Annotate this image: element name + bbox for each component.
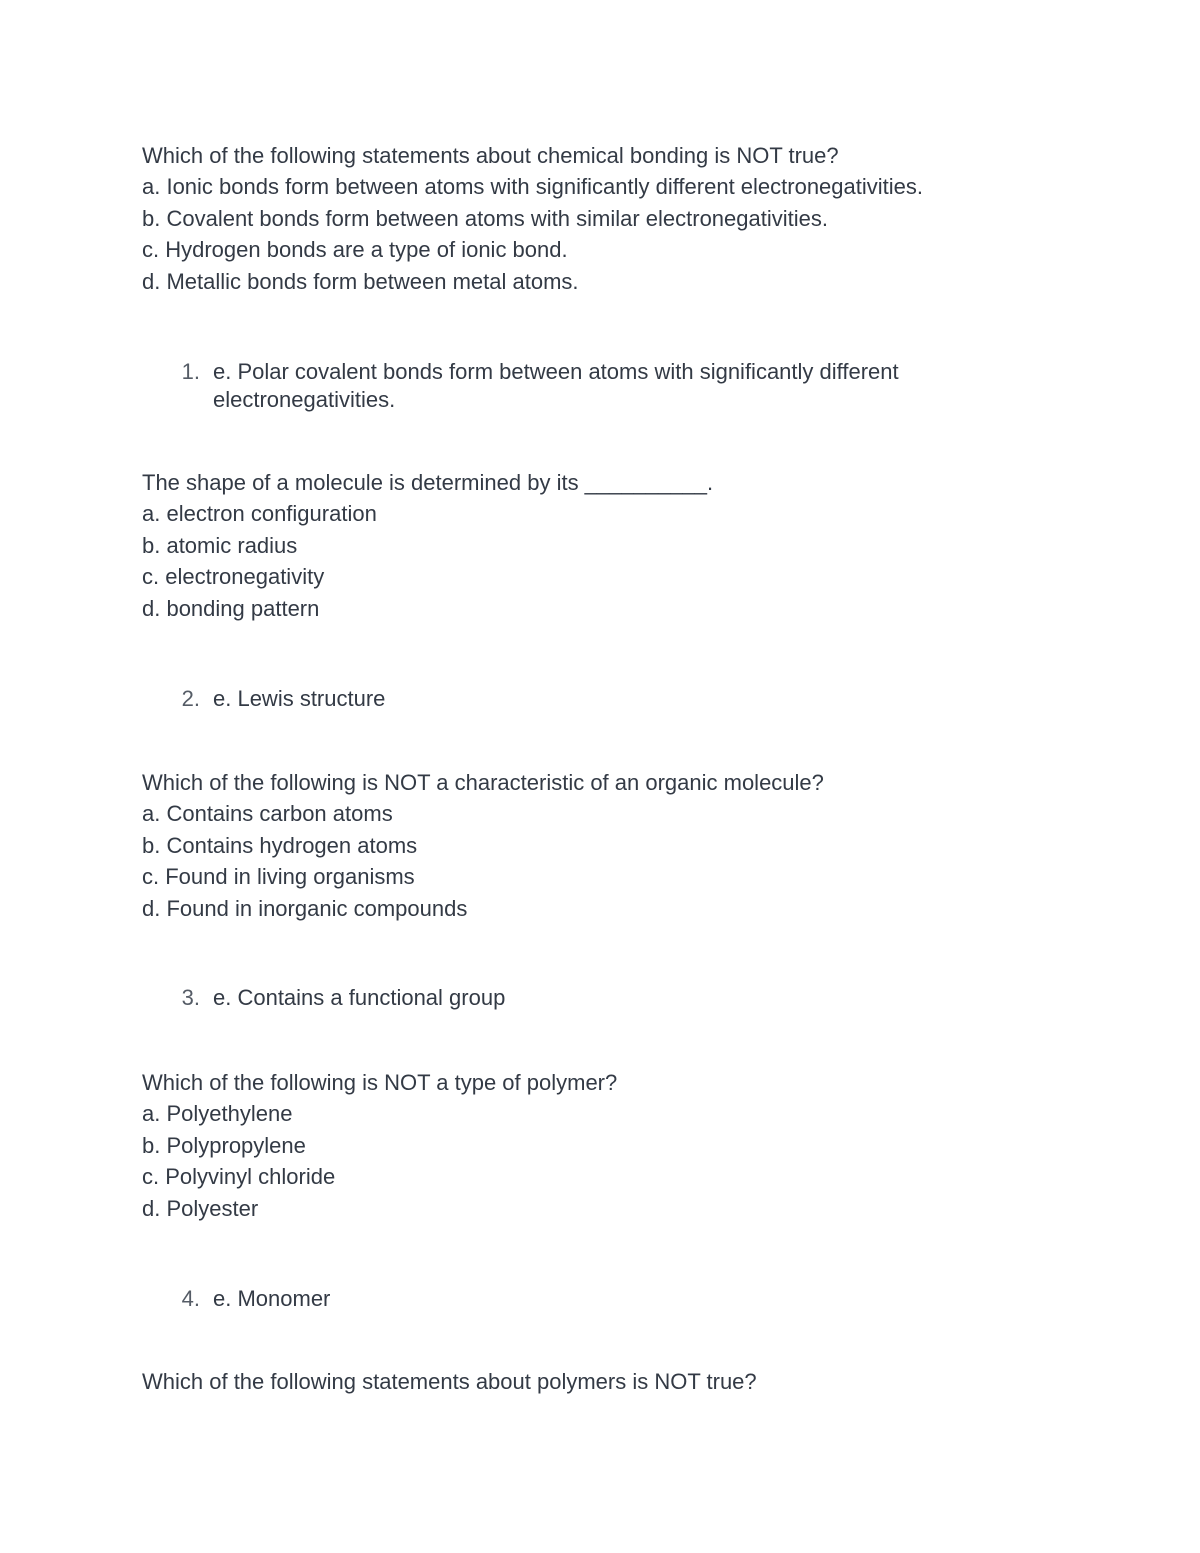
option-c: c. Polyvinyl chloride <box>142 1164 336 1190</box>
option-a: a. Polyethylene <box>142 1101 293 1127</box>
option-c: c. Found in living organisms <box>142 864 415 890</box>
question-block-4 <box>142 1067 1062 1224</box>
question-block-3 <box>142 767 1062 924</box>
question-stem: Which of the following is NOT a characteristic of an organic molecule? <box>142 770 824 795</box>
option-a: a. Contains carbon atoms <box>142 801 393 827</box>
option-e: e. Lewis structure <box>213 686 386 711</box>
option-c: c. Hydrogen bonds are a type of ionic bond. <box>142 237 568 263</box>
option-b: b. Polypropylene <box>142 1132 306 1158</box>
question-block-5 <box>142 1366 1062 1397</box>
option-c: c. electronegativity <box>142 564 325 590</box>
question-block-2 <box>142 467 1062 624</box>
question-stem: The shape of a molecule is determined by its __________. <box>142 470 714 495</box>
option-e: e. Polar covalent bonds form between atoms with significantly different electronegativities. <box>213 359 899 412</box>
question-stem: Which of the following is NOT a type of polymer? <box>142 1070 618 1095</box>
option-d: d. bonding pattern <box>142 595 320 621</box>
option-e: e. Contains a functional group <box>213 985 506 1010</box>
question-block-1 <box>142 140 1062 297</box>
option-b: b. Contains hydrogen atoms <box>142 832 418 858</box>
list-number: 3. <box>181 985 200 1010</box>
option-d: d. Found in inorganic compounds <box>142 895 468 921</box>
option-b: b. atomic radius <box>142 532 298 558</box>
list-number: 4. <box>181 1286 200 1311</box>
question-stem: Which of the following statements about chemical bonding is NOT true? <box>142 143 839 168</box>
option-b: b. Covalent bonds form between atoms with similar electronegativities. <box>142 205 828 231</box>
question-stem: Which of the following statements about polymers is NOT true? <box>142 1369 757 1394</box>
option-a: a. electron configuration <box>142 501 377 527</box>
list-number: 1. <box>181 359 200 384</box>
option-e: e. Monomer <box>213 1286 331 1311</box>
option-d: d. Metallic bonds form between metal atoms. <box>142 268 579 294</box>
option-d: d. Polyester <box>142 1195 259 1221</box>
list-number: 2. <box>181 686 200 711</box>
option-a: a. Ionic bonds form between atoms with significantly different electronegativities. <box>142 174 923 200</box>
